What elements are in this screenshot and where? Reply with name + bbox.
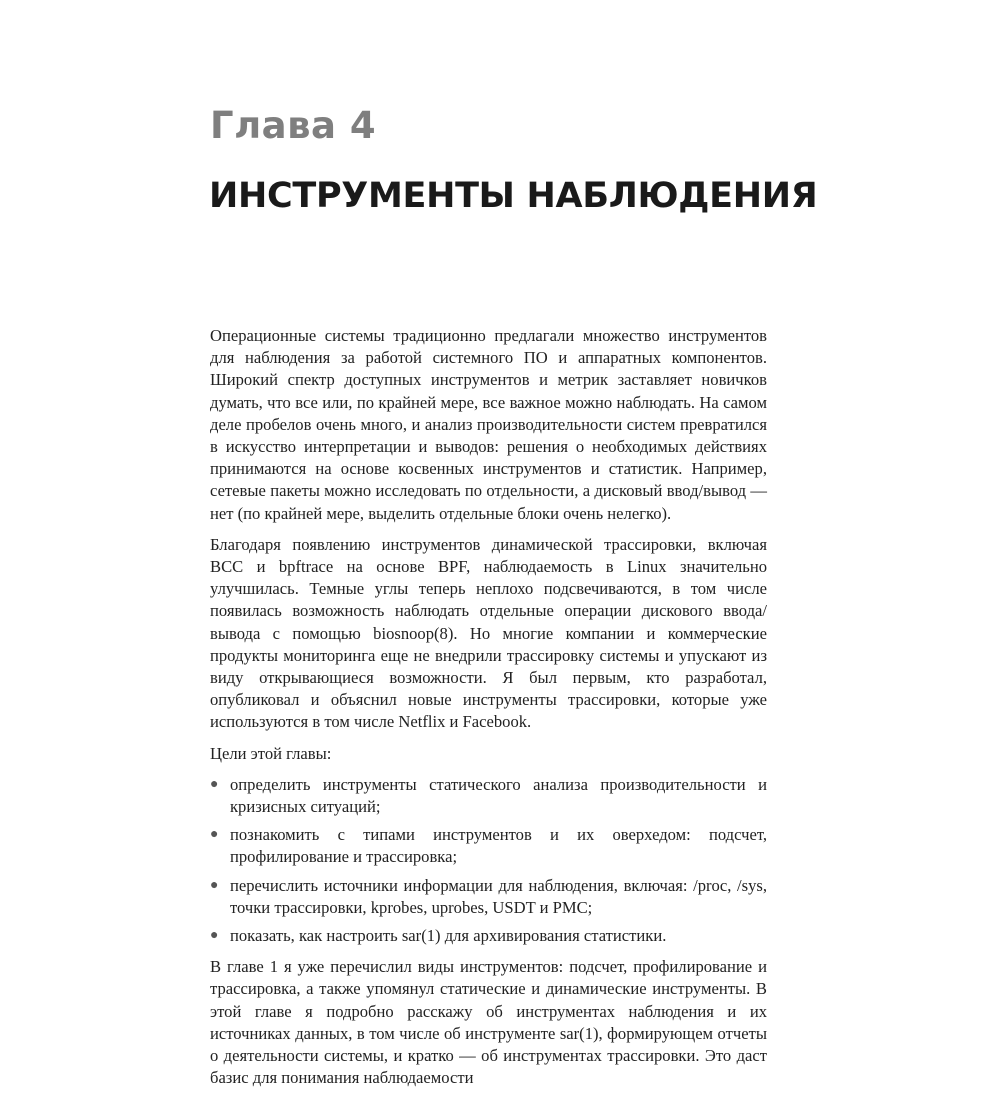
goal-text: познакомить с типами инструментов и их оверхедом: подсчет, профилирование и трассировка;	[230, 825, 767, 867]
bullet-icon: ●	[210, 928, 219, 944]
goal-text: определить инструменты статического анализа производительности и кризисных ситуаций;	[230, 774, 767, 817]
list-item	[210, 925, 767, 947]
bullet-icon: ●	[210, 877, 219, 893]
paragraph-dynamic-tracing: Благодаря появлению инструментов динамической трассировки, включая BCC и bpftrace на основе BPF, наблюдаемость в Linux значительно улучшилась. Темные углы теперь неплохо подсвечиваются, в том числе появилась возможность наблюдать отдельные операции дискового ввода/вывода с помощью biosnoop(8). Но многие компании и коммерческие продукты мониторинга еще не внедрили трассировку системы и упускают из виду открывающиеся возможности. Я был первым, кто разработал, опубликовал и объяснил новые инструменты трассировки, которые уже используются в том числе Netflix и Facebook.	[210, 534, 767, 732]
goal-text: показать, как настроить sar(1) для архивирования статистики.	[230, 926, 667, 946]
paragraph-chapter-overview: В главе 1 я уже перечислил виды инструментов: подсчет, профилирование и трассировка, а также упомянул статические и динамические инструменты. В этой главе я подробно расскажу об инструментах наблюдения и их источниках данных, в том числе об инструменте sar(1), формирующем отчеты о деятельности системы, и кратко — об инструментах трассировки. Это даст базис для понимания наблюдаемости	[210, 957, 767, 1088]
bullet-icon: ●	[210, 776, 219, 792]
paragraph-intro: Операционные системы традиционно предлагали множество инструментов для наблюдения за работой системного ПО и аппаратных компонентов. Широкий спектр доступных инструментов и метрик заставляет новичков думать, что все или, по крайней мере, все важное можно наблюдать. На самом деле пробелов очень много, и анализ производительности систем превратился в искусство интерпретации и выводов: решения о необходимых действиях принимаются на основе косвенных инструментов и статистик. Например, сетевые пакеты можно исследовать по отдельности, а дисковый ввод/вывод — нет (по крайней мере, выделить отдельные блоки очень нелегко).	[210, 326, 767, 523]
goals-list	[210, 774, 767, 947]
goal-text: перечислить источники информации для наблюдения, включая: /proc, /sys, точки трассировки, kprobes, uprobes, USDT и PMC;	[230, 875, 767, 917]
chapter-title: ИНСТРУМЕНТЫ НАБЛЮДЕНИЯ	[209, 176, 818, 216]
chapter-number: Глава 4	[210, 104, 377, 147]
bullet-icon: ●	[210, 827, 219, 843]
list-item	[210, 774, 767, 818]
goals-intro: Цели этой главы:	[210, 743, 332, 763]
list-item	[210, 875, 767, 919]
chapter-body	[210, 325, 767, 1099]
list-item	[210, 824, 767, 868]
